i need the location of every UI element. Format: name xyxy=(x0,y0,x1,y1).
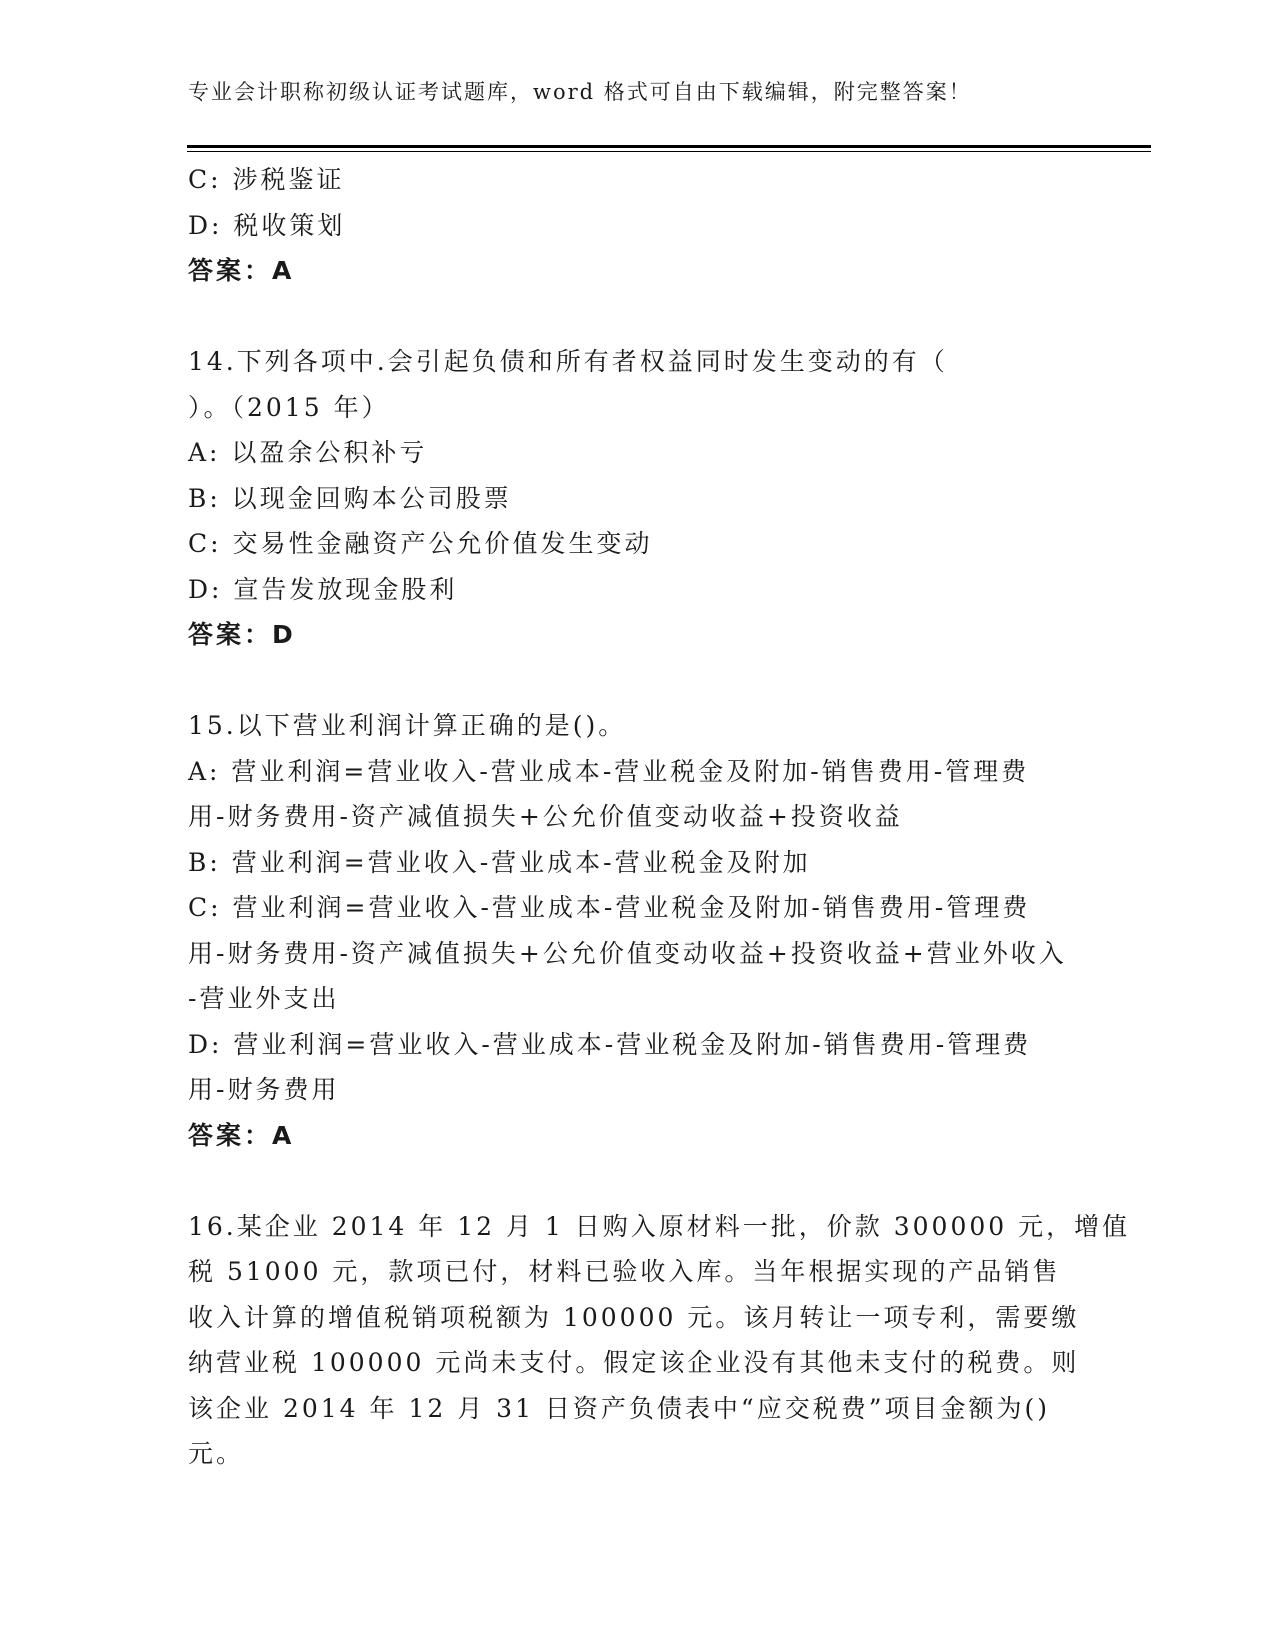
question-16-line-4: 纳营业税 100000 元尚未支付。假定该企业没有其他未支付的税费。则 xyxy=(188,1348,1080,1377)
header-rule-thin xyxy=(187,151,1151,152)
question-16-line-5: 该企业 2014 年 12 月 31 日资产负债表中“应交税费”项目金额为() xyxy=(188,1393,1050,1423)
q14-answer: 答案：D xyxy=(188,620,296,649)
header-rule-thick xyxy=(187,145,1151,148)
q14-option-b: B: 以现金回购本公司股票 xyxy=(188,483,512,513)
q15-option-d-line-1: D: 营业利润=营业收入-营业成本-营业税金及附加-销售费用-管理费 xyxy=(188,1029,1032,1059)
question-16-line-2: 税 51000 元，款项已付，材料已验收入库。当年根据实现的产品销售 xyxy=(188,1257,1061,1286)
spacer xyxy=(188,1158,1083,1204)
option-c: C: 涉税鉴证 xyxy=(188,165,345,194)
q15-answer: 答案：A xyxy=(188,1120,295,1150)
answer-line: 答案：A xyxy=(188,256,295,285)
question-15-line-1: 15.以下营业利润计算正确的是()。 xyxy=(188,711,627,740)
q15-option-c-line-3: -营业外支出 xyxy=(188,984,340,1013)
spacer xyxy=(188,294,1083,340)
q15-option-d-line-2: 用-财务费用 xyxy=(188,1075,340,1104)
spacer xyxy=(188,658,1083,704)
question-16-line-6: 元。 xyxy=(188,1439,245,1468)
q14-option-d: D: 宣告发放现金股利 xyxy=(188,574,458,604)
q15-option-a-line-2: 用-财务费用-资产减值损失+公允价值变动收益+投资收益 xyxy=(188,802,903,831)
page-header: 专业会计职称初级认证考试题库，word 格式可自由下载编辑，附完整答案！ xyxy=(188,80,972,104)
q15-option-b: B: 营业利润=营业收入-营业成本-营业税金及附加 xyxy=(188,847,811,877)
question-16-line-3: 收入计算的增值税销项税额为 100000 元。该月转让一项专利，需要缴 xyxy=(188,1302,1080,1332)
q15-option-c-line-1: C: 营业利润=营业收入-营业成本-营业税金及附加-销售费用-管理费 xyxy=(188,893,1031,922)
q15-option-c-line-2: 用-财务费用-资产减值损失+公允价值变动收益+投资收益+营业外收入 xyxy=(188,938,1067,968)
document-body xyxy=(188,157,1131,1477)
question-14-line-2: ）。（2015 年） xyxy=(188,392,390,422)
q14-option-a: A: 以盈余公积补亏 xyxy=(188,438,428,467)
question-16-line-1: 16.某企业 2014 年 12 月 1 日购入原材料一批，价款 300000 元，增值 xyxy=(188,1211,1131,1241)
option-d: D: 税收策划 xyxy=(188,210,346,240)
q14-option-c: C: 交易性金融资产公允价值发生变动 xyxy=(188,529,653,558)
question-14-line-1: 14.下列各项中.会引起负债和所有者权益同时发生变动的有（ xyxy=(188,347,948,376)
q15-option-a-line-1: A: 营业利润=营业收入-营业成本-营业税金及附加-销售费用-管理费 xyxy=(188,756,1030,786)
